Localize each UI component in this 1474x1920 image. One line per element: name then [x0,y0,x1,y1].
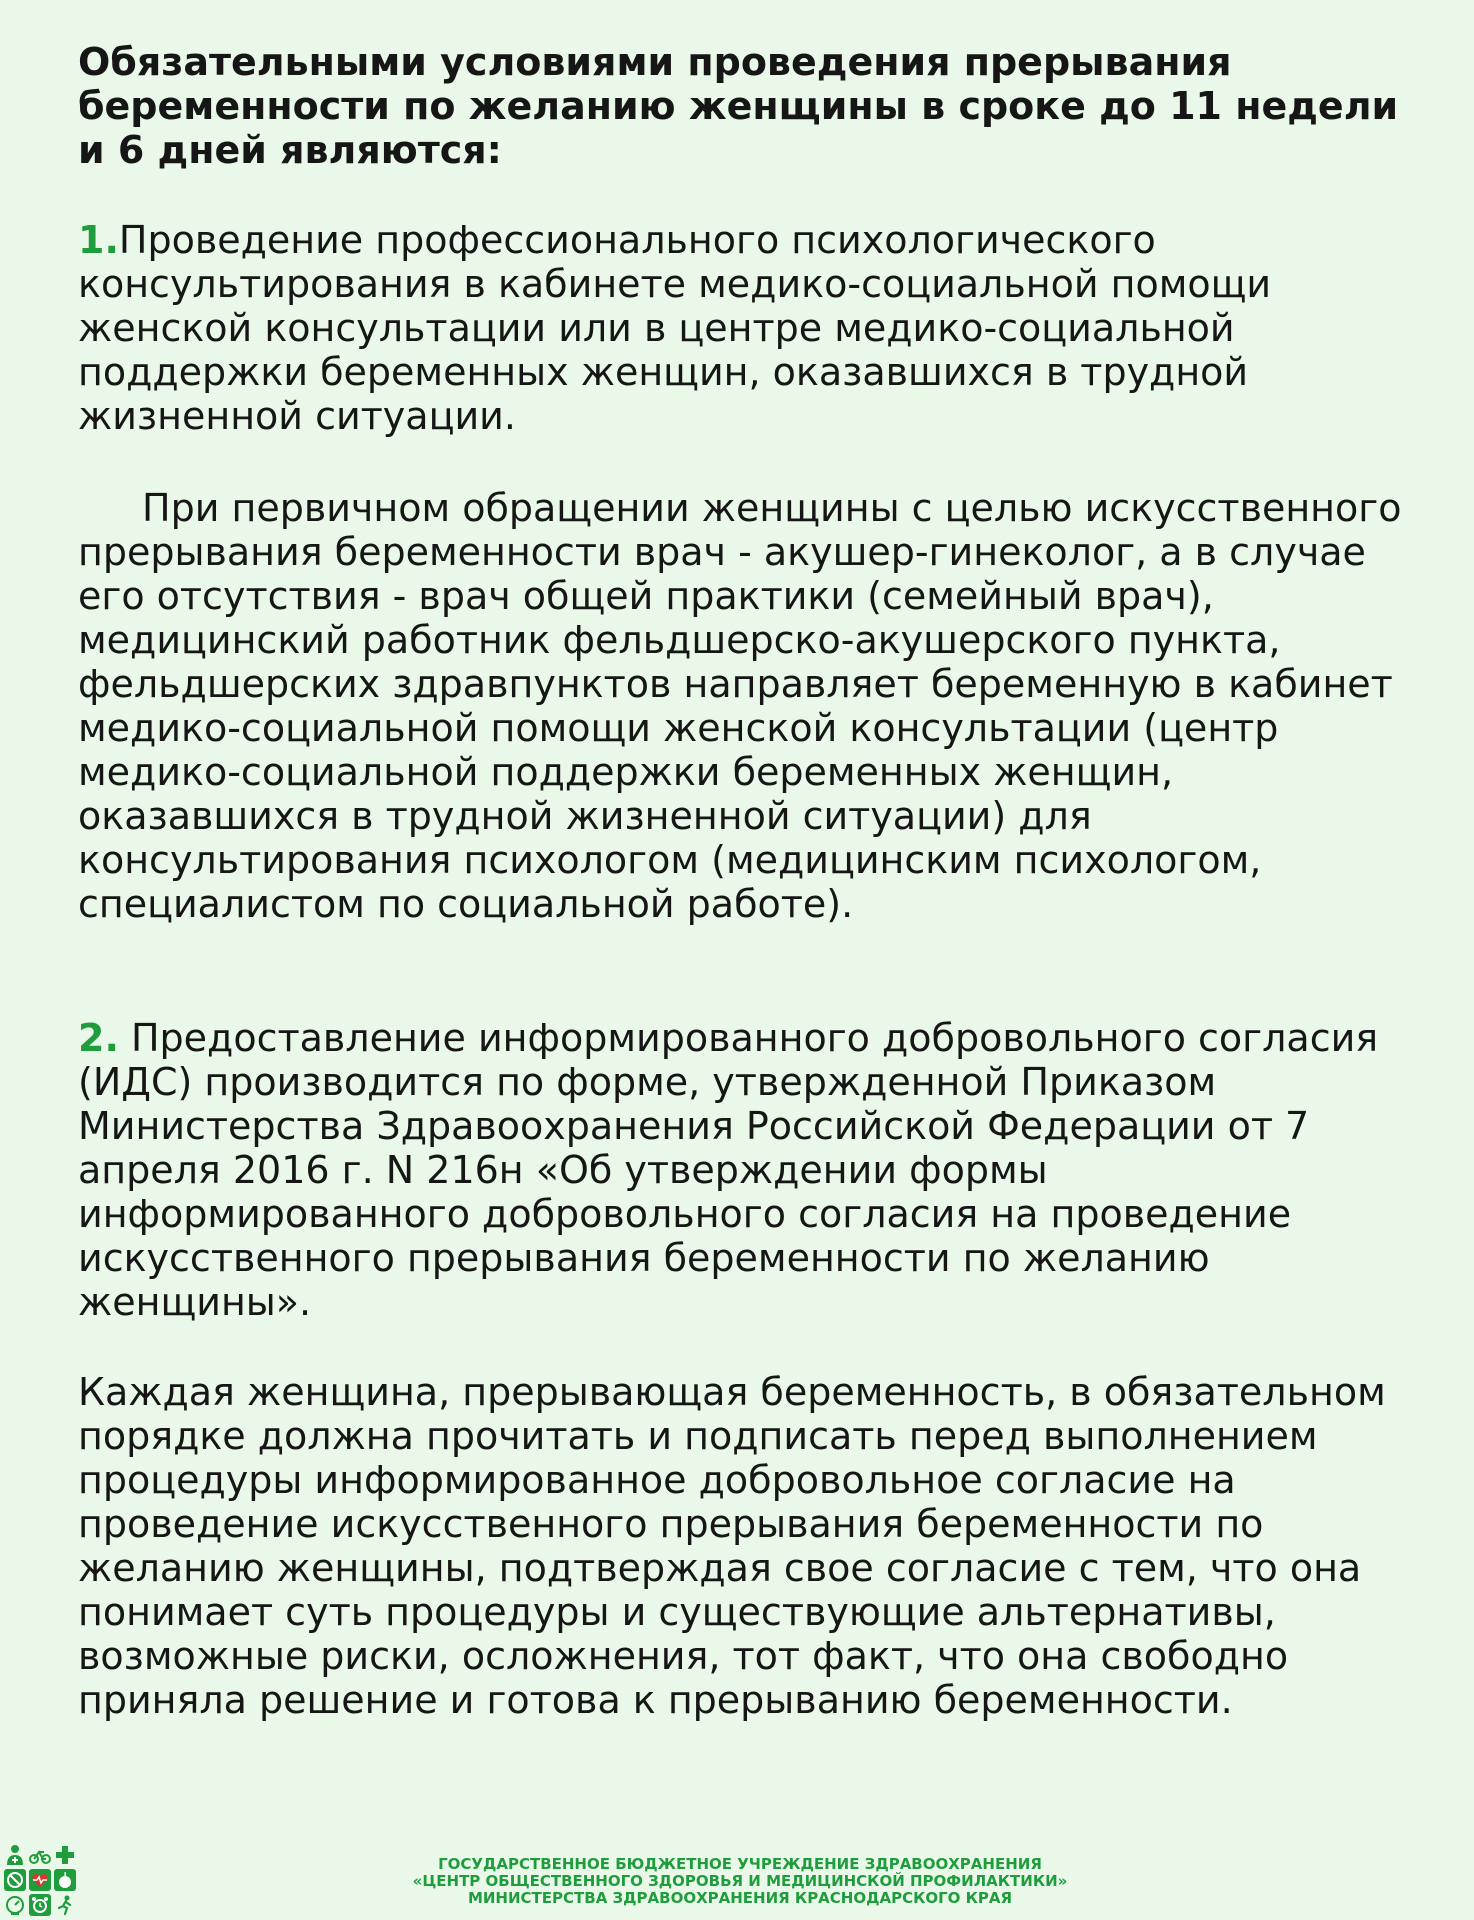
organization-line-2: «ЦЕНТР ОБЩЕСТВЕННОГО ЗДОРОВЬЯ И МЕДИЦИНСКОЙ ПРОФИЛАКТИКИ» [412,1872,1068,1890]
condition-1 [78,218,1418,438]
doctor-icon [4,1844,26,1866]
condition-2-number: 2. [78,1016,119,1060]
health-center-logo [4,1844,76,1916]
organization-line-3: МИНИСТЕРСТВА ЗДРАВООХРАНЕНИЯ КРАСНОДАРСКОГО КРАЯ [467,1889,1013,1907]
condition-1-number: 1. [78,218,119,262]
consent-paragraph: Каждая женщина, прерывающая беременность, в обязательном порядке должна прочитать и подписать перед выполнением процедуры информированное добровольное согласие на проведение искусственного прерывания беременности по желанию женщины, подтверждая свое согласие с тем, что она понимает суть процедуры и существующие альтернативы, возможные риски, осложнения, тот факт, что она свободно приняла решение и готова к прерыванию беременности. [78,1370,1386,1722]
heart-icon [29,1869,51,1891]
page-title: Обязательными условиями проведения прерывания беременности по желанию женщины в сроке до 11 недели и 6 дней являются: [78,40,1399,172]
bicycle-icon [29,1844,51,1866]
plus-icon [54,1844,76,1866]
organization-name [380,1856,1100,1907]
no-smoking-icon [4,1869,26,1891]
condition-2 [78,1016,1418,1324]
condition-1-text: Проведение профессионального психологического консультирования в кабинете медико-социальной помощи женской консультации или в центре медико-социальной поддержки беременных женщин, оказавшихся в трудной жизненной ситуации. [78,218,1272,438]
footer [0,1838,1474,1920]
running-person-icon [54,1894,76,1916]
condition-2-text: Предоставление информированного добровольного согласия (ИДС) производится по форме, утвержденной Приказом Министерства Здравоохранения Российской Федерации от 7 апреля 2016 г. N 216н «Об утверждении формы информированного добровольного согласия на проведение искусственного прерывания беременности по желанию женщины». [78,1016,1379,1324]
alarm-clock-icon [29,1894,51,1916]
organization-line-1: ГОСУДАРСТВЕННОЕ БЮДЖЕТНОЕ УЧРЕЖДЕНИЕ ЗДРАВООХРАНЕНИЯ [438,1855,1042,1873]
scale-icon [4,1894,26,1916]
apple-icon [54,1869,76,1891]
referral-paragraph: При первичном обращении женщины с целью искусственного прерывания беременности врач - акушер-гинеколог, а в случае его отсутствия - врач общей практики (семейный врач), медицинский работник фельдшерско-акушерского пункта, фельдшерских здравпунктов направляет беременную в кабинет медико-социальной помощи женской консультации (центр медико-социальной поддержки беременных женщин, оказавшихся в трудной жизненной ситуации) для консультирования психологом (медицинским психологом, специалистом по социальной работе). [78,486,1402,926]
